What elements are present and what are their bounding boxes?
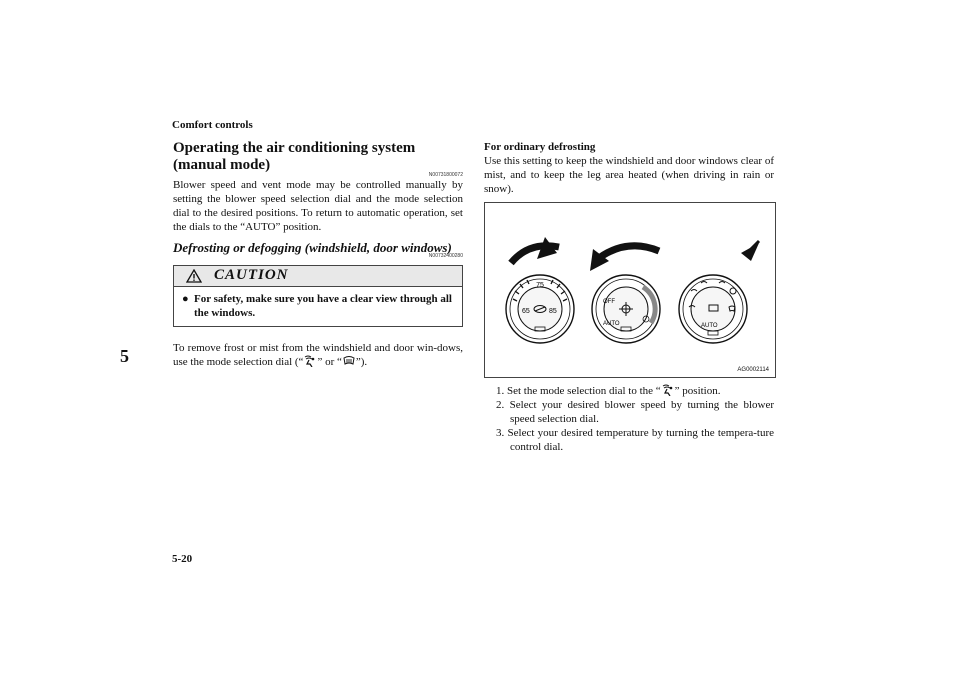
mode-auto-label: AUTO: [701, 323, 718, 329]
temp-high-label: 85: [549, 308, 557, 315]
caution-body: [174, 287, 462, 326]
step-text: Select your desired blower speed by turning the blower speed selection dial.: [509, 399, 775, 425]
subheading-defrosting: Defrosting or defogging (windshield, door windows): [173, 240, 452, 255]
right-column: [484, 140, 774, 454]
temp-mid-label: 75: [536, 282, 544, 289]
auto-label: AUTO: [603, 321, 620, 327]
step-number: 2.: [496, 399, 505, 411]
temperature-dial: [506, 275, 574, 343]
defrost-mode-icon: [342, 355, 356, 367]
heading-doc-id: N00731800072: [428, 172, 463, 178]
caution-text: For safety, make sure you have a clear view through all the windows.: [194, 293, 452, 319]
section-title: Comfort controls: [172, 119, 253, 131]
step-text: Set the mode selection dial to the “: [507, 385, 661, 397]
caution-box: [173, 265, 463, 327]
caution-header: [174, 266, 462, 287]
step-2: [490, 398, 774, 426]
step-number: 3.: [496, 427, 505, 439]
chapter-tab: 5: [120, 346, 129, 366]
step-text: Select your desired temperature by turning the tempera-ture control dial.: [507, 427, 775, 453]
subheading-doc-id: N00732400280: [428, 253, 463, 259]
caution-title: CAUTION: [214, 267, 289, 283]
dial-illustration: [484, 202, 776, 378]
caution-triangle-icon: [186, 269, 202, 283]
defrost-text-mid: ” or “: [317, 356, 342, 368]
control-dials-illustration: [485, 203, 775, 377]
ordinary-defrosting-heading: For ordinary defrosting: [484, 141, 596, 153]
step-3: [490, 426, 774, 454]
temp-low-label: 65: [522, 308, 530, 315]
step-text-end: ” position.: [674, 385, 721, 397]
defrost-instructions: [173, 341, 463, 369]
step-number: 1.: [496, 385, 505, 397]
ordinary-defrosting-body: Use this setting to keep the windshield and door windows clear of mist, and to keep the leg area heated (when driving in rain or snow).: [484, 155, 774, 195]
foot-defrost-mode-icon: [303, 355, 317, 367]
mode-dial: [679, 275, 747, 343]
defrost-text-start: To remove frost or mist from the windshield and door win-dows, use the mode selection dial (“: [173, 342, 463, 368]
step-1: [490, 384, 774, 398]
off-label: OFF: [603, 299, 615, 305]
intro-paragraph: Blower speed and vent mode may be controlled manually by setting the blower speed selection dial and the mode selection dial to the desired positions. To return to automatic operation, set the dials to the “AUTO” position.: [173, 179, 463, 233]
left-column: [173, 140, 463, 369]
page-number: 5-20: [172, 553, 193, 565]
steps-list: [484, 384, 774, 454]
figure-id: AG0002114: [737, 367, 769, 373]
foot-defrost-mode-icon: [661, 384, 675, 396]
main-heading: Operating the air conditioning system (manual mode): [173, 140, 416, 173]
bullet-icon: ●: [182, 293, 189, 305]
defrost-text-end: ”).: [355, 356, 368, 368]
blower-dial: [592, 275, 660, 343]
